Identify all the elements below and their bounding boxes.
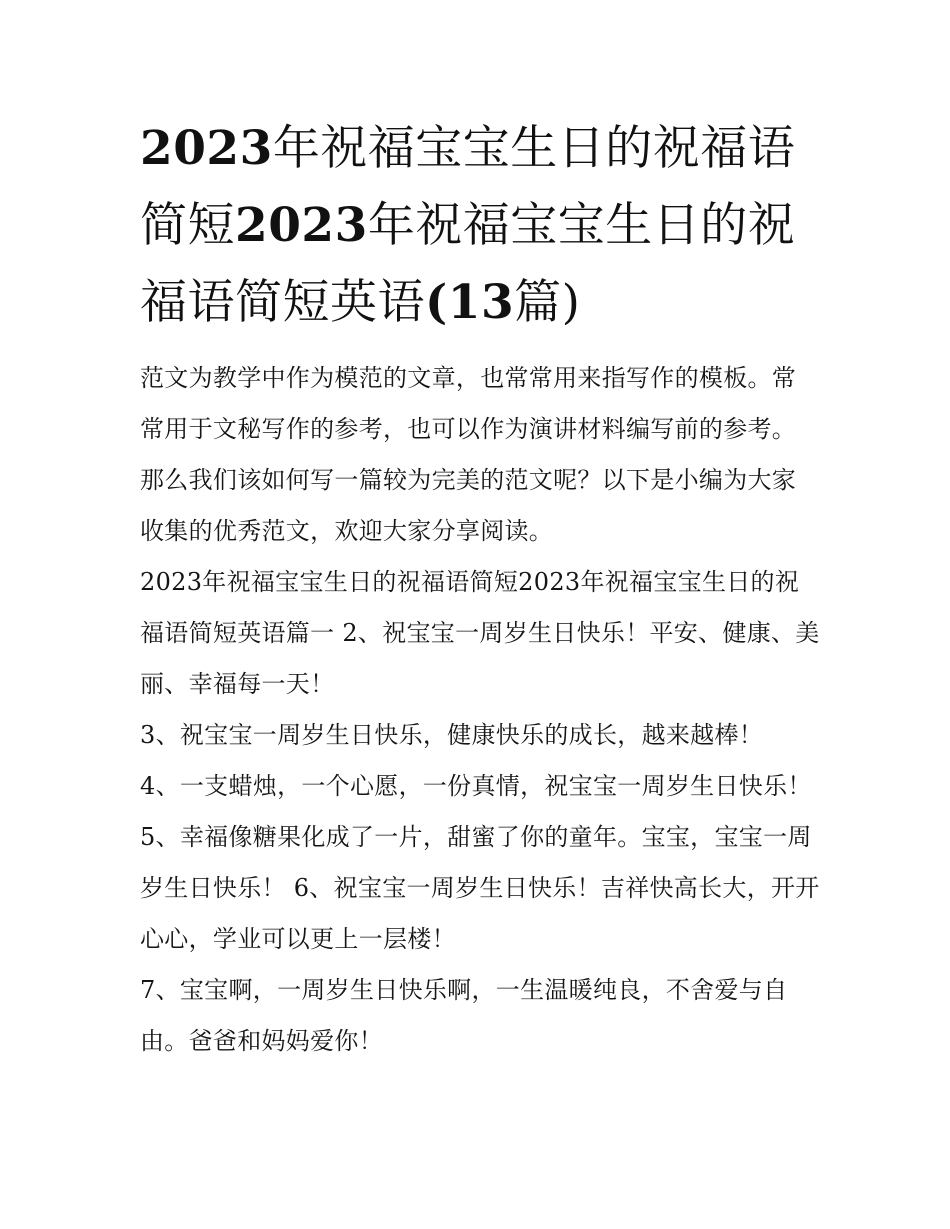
title-year-1: 2023 xyxy=(140,121,273,176)
paragraph-item-3: 3、祝宝宝一周岁生日快乐，健康快乐的成长，越来越棒！ xyxy=(140,721,764,749)
paragraph-item-4: 4、一支蜡烛，一个心愿，一份真情，祝宝宝一周岁生日快乐！ xyxy=(140,772,812,800)
title-count: (13 xyxy=(425,275,515,330)
document-title xyxy=(140,110,820,341)
intro-paragraph: 范文为教学中作为模范的文章，也常常用来指写作的模板。常常用于文秘写作的参考，也可以作为演讲材料编写前的参考。那么我们该如何写一篇较为完美的范文呢？以下是小编为大家收集的优秀范文，欢迎大家分享阅读。 xyxy=(140,364,797,545)
paragraph-item-5-6: 5、幸福像糖果化成了一片，甜蜜了你的童年。宝宝，宝宝一周岁生日快乐！ 6、祝宝宝一周岁生日快乐！吉祥快高长大，开开心心，学业可以更上一层楼！ xyxy=(140,823,820,953)
paragraph-item-7: 7、宝宝啊，一周岁生日快乐啊，一生温暖纯良，不舍爱与自由。爸爸和妈妈爱你！ xyxy=(140,976,788,1055)
title-count-suffix: 篇) xyxy=(514,275,581,330)
title-text-1: 年祝福宝宝生日的祝福语简短 xyxy=(140,121,796,253)
paragraph-item-2: 2023年祝福宝宝生日的祝福语简短2023年祝福宝宝生日的祝福语简短英语篇一 2、祝宝宝一周岁生日快乐！平安、健康、美丽、幸福每一天！ xyxy=(140,568,820,698)
title-year-2: 2023 xyxy=(235,198,368,253)
document-content xyxy=(140,110,820,1067)
title-text-2: 年祝福宝宝生日的祝福语简短英语 xyxy=(140,198,796,330)
document-body xyxy=(140,353,820,1067)
